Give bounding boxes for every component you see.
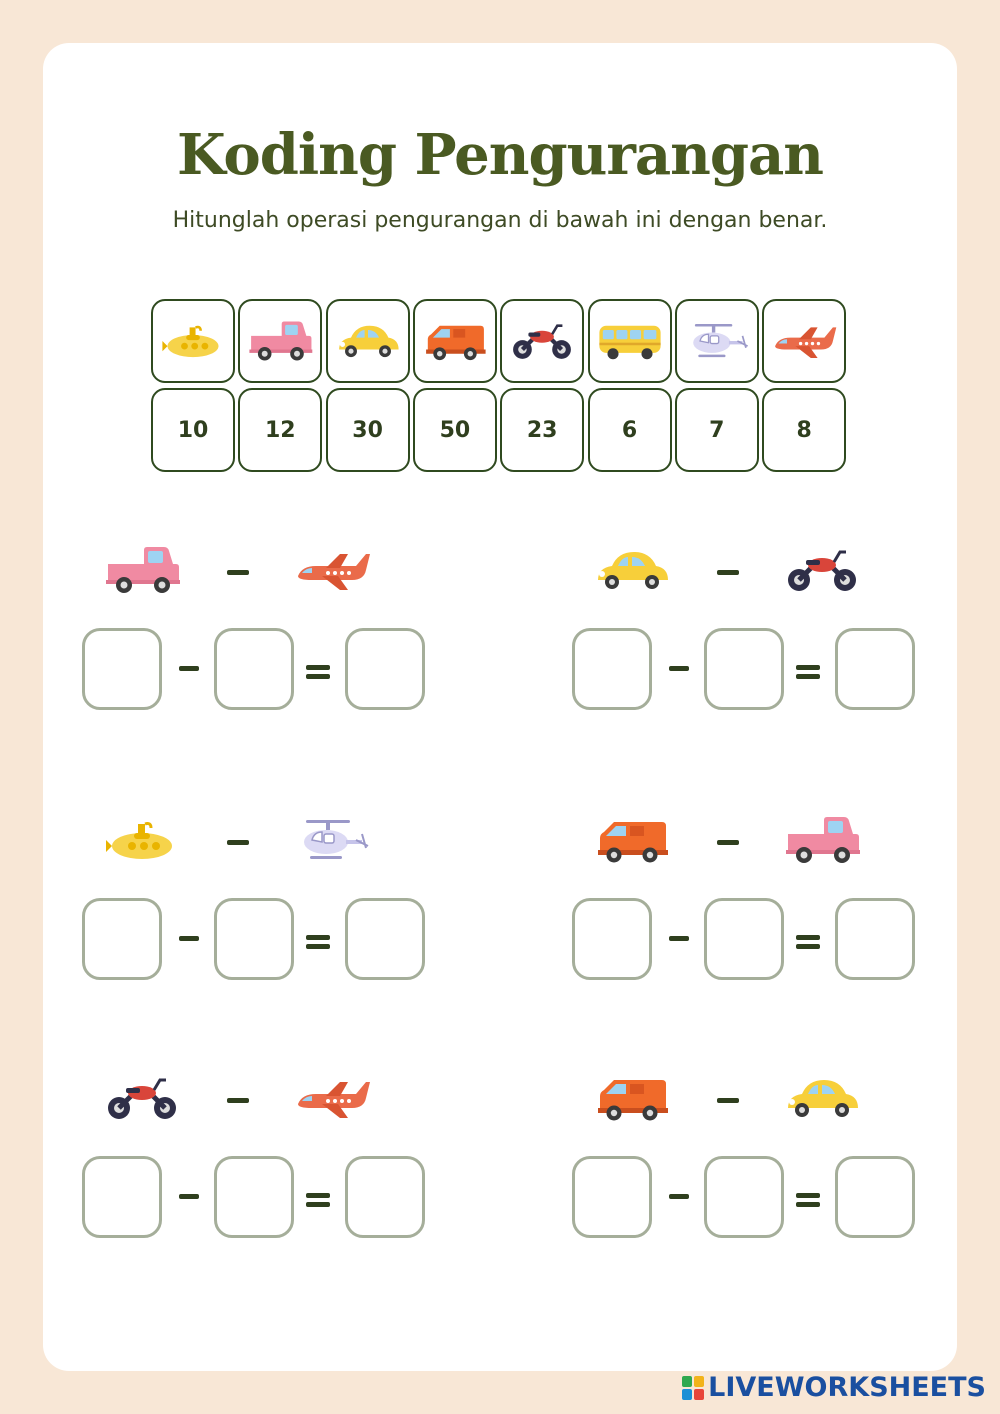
minuend-answer-box[interactable]: [572, 1156, 652, 1238]
bus-icon: [588, 299, 672, 383]
code-value: 12: [264, 417, 296, 443]
result-answer-box[interactable]: [835, 898, 915, 980]
liveworksheets-logo-icon: [682, 1376, 704, 1400]
code-value: 30: [352, 417, 383, 443]
code-value-cell: [675, 388, 759, 472]
code-value: 8: [796, 417, 812, 443]
worksheet-card: [43, 43, 957, 1371]
minus-sign: [717, 570, 739, 575]
minuend-answer-box[interactable]: [82, 898, 162, 980]
orange-van-icon: [592, 1068, 672, 1128]
code-value-cell: [326, 388, 410, 472]
code-value: 7: [709, 417, 725, 443]
minuend-answer-box[interactable]: [82, 1156, 162, 1238]
minus-sign: [179, 666, 199, 671]
result-answer-box[interactable]: [345, 898, 425, 980]
code-value: 23: [526, 417, 558, 443]
code-value-cell: [500, 388, 584, 472]
minus-sign: [227, 840, 249, 845]
submarine-icon: [151, 299, 235, 383]
airplane-icon: [762, 299, 846, 383]
subtrahend-answer-box[interactable]: [214, 898, 294, 980]
submarine-icon: [102, 810, 182, 870]
equals-sign: [796, 663, 820, 681]
equals-sign: [796, 1191, 820, 1209]
code-value-cell: [588, 388, 672, 472]
minus-sign: [227, 570, 249, 575]
minus-sign: [227, 1098, 249, 1103]
result-answer-box[interactable]: [835, 628, 915, 710]
result-answer-box[interactable]: [345, 1156, 425, 1238]
minus-sign: [179, 936, 199, 941]
minus-sign: [669, 666, 689, 671]
page-title: Koding Pengurangan: [176, 122, 824, 188]
result-answer-box[interactable]: [835, 1156, 915, 1238]
code-value: 6: [621, 417, 638, 443]
code-value: 50: [439, 417, 471, 443]
minus-sign: [717, 840, 739, 845]
motorcycle-icon: [102, 1068, 182, 1128]
subtrahend-answer-box[interactable]: [214, 628, 294, 710]
motorcycle-icon: [500, 299, 584, 383]
brand-logo: [682, 1372, 986, 1403]
minuend-answer-box[interactable]: [572, 628, 652, 710]
equals-sign: [306, 663, 330, 681]
minus-sign: [669, 936, 689, 941]
equals-sign: [306, 1191, 330, 1209]
code-value-cell: [762, 388, 846, 472]
minuend-answer-box[interactable]: [572, 898, 652, 980]
minuend-answer-box[interactable]: [82, 628, 162, 710]
page-subtitle: Hitunglah operasi pengurangan di bawah ini dengan benar.: [172, 208, 828, 233]
yellow-beetle-car-icon: [592, 540, 672, 600]
orange-van-icon: [592, 810, 672, 870]
pink-truck-icon: [102, 540, 182, 600]
subtrahend-answer-box[interactable]: [704, 898, 784, 980]
airplane-icon: [292, 540, 372, 600]
yellow-beetle-car-icon: [782, 1068, 862, 1128]
minus-sign: [717, 1098, 739, 1103]
subtrahend-answer-box[interactable]: [214, 1156, 294, 1238]
equals-sign: [306, 933, 330, 951]
subtrahend-answer-box[interactable]: [704, 1156, 784, 1238]
code-value: 10: [177, 417, 209, 443]
subtrahend-answer-box[interactable]: [704, 628, 784, 710]
code-value-cell: [151, 388, 235, 472]
pink-truck-icon: [782, 810, 862, 870]
motorcycle-icon: [782, 540, 862, 600]
helicopter-icon: [675, 299, 759, 383]
airplane-icon: [292, 1068, 372, 1128]
equals-sign: [796, 933, 820, 951]
yellow-beetle-car-icon: [326, 299, 410, 383]
pink-truck-icon: [238, 299, 322, 383]
minus-sign: [179, 1194, 199, 1199]
code-value-cell: [413, 388, 497, 472]
helicopter-icon: [292, 810, 372, 870]
orange-van-icon: [413, 299, 497, 383]
brand-name: LIVEWORKSHEETS: [708, 1372, 986, 1403]
minus-sign: [669, 1194, 689, 1199]
result-answer-box[interactable]: [345, 628, 425, 710]
code-value-cell: [238, 388, 322, 472]
